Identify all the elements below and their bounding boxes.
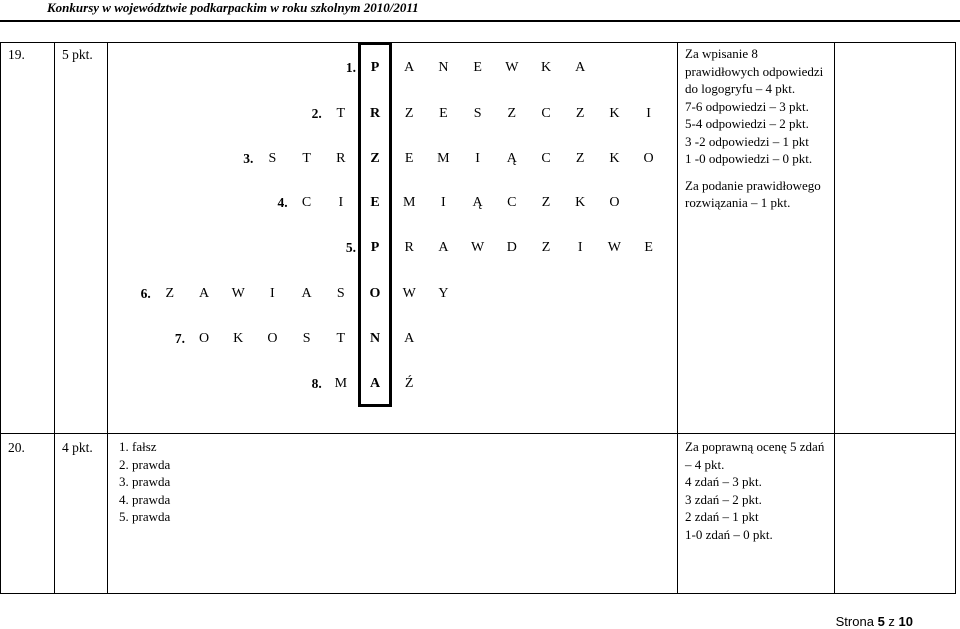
col-sep-3 (677, 42, 678, 594)
page-footer (836, 614, 913, 629)
col-sep-2 (107, 42, 108, 594)
scoring-line: Za podanie prawidłowego rozwiązania – 1 pkt. (685, 177, 821, 210)
crossword-letter: W (470, 240, 485, 255)
scoring-line: 1-0 zdań – 0 pkt. (685, 526, 773, 542)
crossword-letter: E (439, 106, 448, 121)
crossword-letter: Z (541, 240, 551, 255)
crossword-letter: W (402, 286, 416, 301)
crossword-row-number: 7. (174, 331, 185, 346)
header-rule (0, 20, 960, 22)
crossword-letter: M (334, 376, 348, 391)
crossword-letter: C (541, 151, 551, 166)
crossword-letter: E (644, 240, 653, 255)
answers-20 (119, 438, 299, 526)
crossword-letter: R (404, 240, 414, 255)
answer-line: 5. prawda (119, 509, 171, 524)
crossword-letter: Z (404, 106, 414, 121)
scoring-20 (685, 438, 825, 543)
answer-line: 3. prawda (119, 474, 171, 489)
scoring-19 (685, 45, 825, 212)
crossword-letter: E (404, 151, 414, 166)
scoring-line: 3 zdań – 2 pkt. (685, 491, 762, 507)
crossword-letter: T (336, 106, 346, 121)
crossword-letter: O (643, 151, 654, 166)
crossword-letter: K (609, 106, 620, 121)
crossword-letter: A (438, 240, 449, 255)
footer-mid: z (884, 614, 899, 629)
crossword-letter: R (369, 106, 381, 121)
crossword-letter: Ą (506, 151, 517, 166)
crossword-letter: A (404, 60, 415, 75)
crossword-letter: R (336, 151, 346, 166)
crossword-letter: A (301, 286, 312, 301)
crossword-letter: C (301, 195, 312, 210)
crossword-letter: Z (370, 151, 380, 166)
crossword-letter: E (473, 60, 482, 75)
crossword-letter: K (609, 151, 620, 166)
crossword-letter: T (302, 151, 311, 166)
scoring-line: 4 zdań – 3 pkt. (685, 474, 762, 489)
crossword-letter: Z (541, 195, 551, 210)
answer-line: 2. prawda (119, 456, 171, 472)
crossword-letter: Z (575, 151, 585, 166)
col-sep-4 (834, 42, 835, 594)
page-header: Konkursy w województwie podkarpackim w roku szkolnym 2010/2011 (47, 0, 419, 15)
crossword-letter: S (302, 331, 311, 346)
crossword-row-number: 8. (311, 376, 322, 391)
crossword-letter: A (369, 376, 381, 391)
crossword-letter: I (270, 286, 275, 301)
crossword-letter: T (336, 331, 346, 346)
crossword-letter: S (336, 286, 345, 301)
footer-page: 5 (877, 614, 885, 629)
crossword-letter: S (268, 151, 277, 166)
scoring-line: 3 -2 odpowiedzi – 1 pkt (685, 133, 809, 149)
crossword-letter: I (441, 195, 446, 210)
crossword-letter: I (646, 106, 651, 121)
crossword-letter: C (507, 195, 517, 210)
crossword-letter: O (267, 331, 278, 346)
crossword-letter: I (338, 195, 344, 210)
crossword-letter: D (506, 240, 517, 255)
crossword-row-number: 2. (311, 106, 322, 121)
col-sep-1 (54, 42, 55, 594)
footer-prefix: Strona (835, 614, 878, 629)
logogriph-key-column (358, 42, 392, 407)
points-19: 5 pkt. (62, 47, 93, 62)
crossword-letter: P (370, 240, 380, 255)
scoring-line: Za wpisanie 8 prawidłowych odpowiedzi do logogryfu – 4 pkt. (685, 46, 824, 96)
crossword-letter: K (233, 331, 244, 346)
crossword-letter: A (198, 286, 210, 301)
crossword-letter: N (438, 60, 449, 75)
crossword-letter: W (607, 240, 621, 255)
crossword-letter: O (609, 195, 620, 210)
crossword-row-number: 6. (140, 286, 151, 301)
crossword-letter: S (473, 106, 482, 121)
crossword-letter: K (540, 60, 552, 75)
answer-line: 1. fałsz (119, 439, 157, 454)
crossword-letter: A (575, 60, 586, 75)
crossword-row-number: 3. (243, 151, 254, 166)
crossword-letter: I (475, 151, 480, 166)
row-sep (0, 433, 956, 434)
crossword-letter: Z (507, 106, 517, 121)
crossword-letter: Ź (404, 376, 414, 391)
crossword-row-number: 5. (345, 240, 356, 255)
crossword-letter: W (231, 286, 245, 301)
crossword-letter: W (505, 60, 519, 75)
scoring-line: 2 zdań – 1 pkt (685, 509, 759, 524)
crossword-letter: M (402, 195, 416, 210)
scoring-line: 1 -0 odpowiedzi – 0 pkt. (685, 151, 813, 166)
crossword-letter: E (370, 195, 380, 210)
crossword-letter: Y (438, 286, 449, 301)
crossword-letter: N (369, 331, 381, 346)
crossword-letter: P (370, 60, 380, 75)
task-number-20: 20. (8, 440, 25, 455)
crossword-letter: Z (575, 106, 585, 121)
crossword-letter: C (541, 106, 551, 121)
crossword-letter: Ą (472, 195, 483, 210)
crossword-row-number: 1. (345, 60, 356, 75)
footer-total: 10 (898, 614, 913, 629)
crossword-letter: M (437, 151, 450, 166)
crossword-letter: I (577, 240, 583, 255)
crossword-letter: O (369, 286, 381, 301)
crossword-letter: O (198, 331, 210, 346)
points-20: 4 pkt. (62, 440, 93, 455)
task-number-19: 19. (8, 47, 25, 62)
crossword-letter: A (404, 331, 415, 346)
crossword-letter: Z (165, 286, 175, 301)
crossword-row-number: 4. (277, 195, 288, 210)
scoring-line: 5-4 odpowiedzi – 2 pkt. (685, 116, 809, 131)
crossword-letter: K (575, 195, 586, 210)
scoring-line: Za poprawną ocenę 5 zdań – 4 pkt. (685, 439, 825, 472)
answer-line: 4. prawda (119, 491, 171, 507)
scoring-line: 7-6 odpowiedzi – 3 pkt. (685, 98, 809, 114)
